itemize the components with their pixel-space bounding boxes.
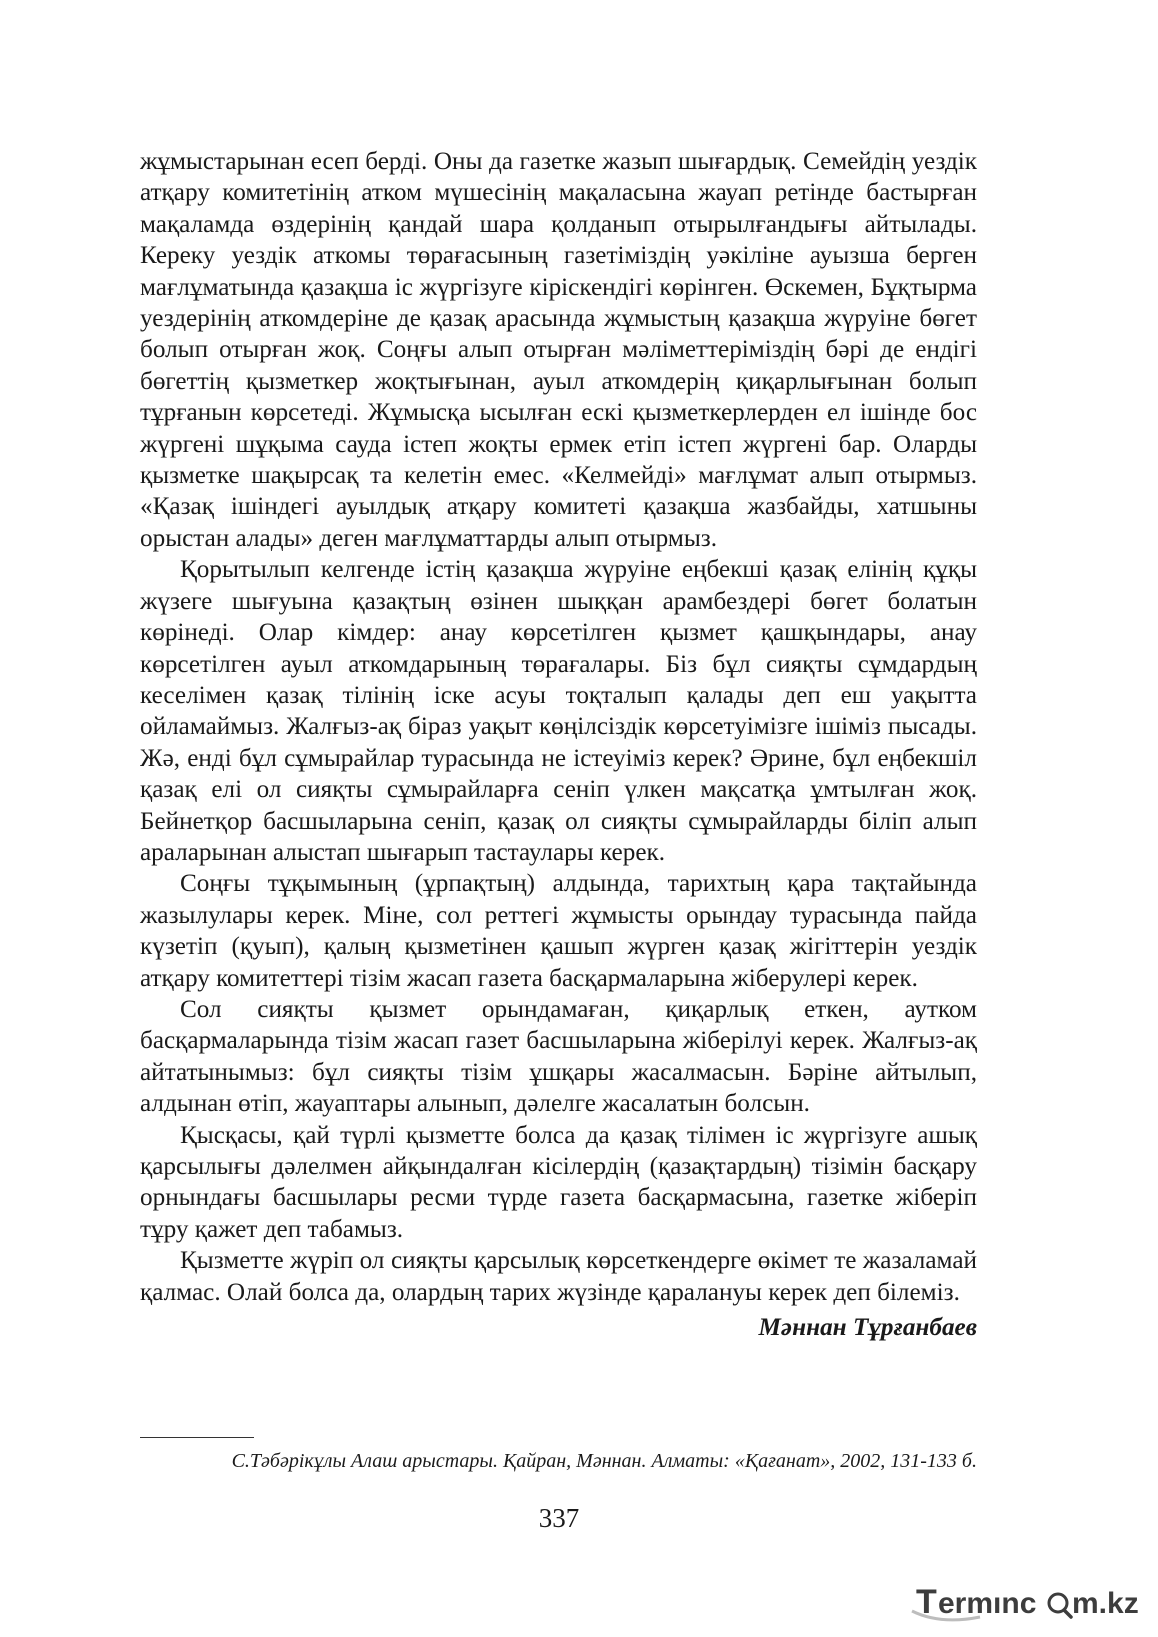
magnifier-icon bbox=[1049, 1594, 1071, 1617]
logo-text-mid: ermınc bbox=[938, 1587, 1037, 1620]
watermark-logo bbox=[910, 1581, 1142, 1625]
page-number: 337 bbox=[538, 1503, 580, 1533]
paragraph: Соңғы тұқымының (ұрпақтың) алдында, тарихтың қара тақтайында жазылулары керек. Міне, сол реттегі жұмысты орындау турасында пайда күзетіп (қуып), қалың қызметінен қашып жүрген қазақ жігіттерін уездік атқару комитеттері тізім жасап газета басқармаларына жіберулері керек. bbox=[140, 870, 977, 992]
logo-text-domain: m.kz bbox=[1072, 1587, 1139, 1620]
paragraph: Қызметте жүріп ол сияқты қарсылық көрсеткендерге өкімет те жазаламай қалмас. Олай болса да, олардың тарих жүзінде қаралануы керек деп білеміз. bbox=[140, 1247, 977, 1306]
page-body bbox=[140, 146, 977, 1343]
logo-letter-t: T bbox=[916, 1583, 937, 1621]
author-signature: Мәннан Тұрғанбаев bbox=[758, 1314, 977, 1342]
paragraph: Қысқасы, қай түрлі қызметте болса да қазақ тілімен іс жүргізуге ашық қарсылығы дәлелмен айқындалған кісілердің (қазақтардың) тізімін басқару орнындағы басшылары ресми түрде газета басқармасына, газетке жіберіп тұру қажет деп табамыз. bbox=[140, 1121, 977, 1243]
paragraph: Сол сияқты қызмет орындамаған, қиқарлық еткен, аутком басқармаларында тізім жасап газет басшыларына жіберілуі керек. Жалғыз-ақ айтатынымыз: бұл сияқты тізім ұшқары жасалмасын. Бәріне айтылып, алдынан өтіп, жауаптары алынып, дәлелге жасалатын болсын. bbox=[140, 995, 977, 1118]
footnote-divider bbox=[140, 1437, 254, 1438]
termincom-logo bbox=[910, 1581, 1142, 1625]
paragraph: Қорытылып келгенде істің қазақша жүруіне еңбекші қазақ елінің құқы жүзеге шығуына қазақтың өзінен шыққан арамбездері бөгет болатын көрінеді. Олар кімдер: анау көрсетілген қызмет қашқындары, анау көрсетілген ауыл аткомдарының төрағалары. Біз бұл сияқты сұмдардың кеселімен қазақ тілінің іске асуы тоқталып қалады деп еш уақытта ойламаймыз. Жалғыз-ақ біраз уақыт көңілсіздік көрсетуімізге ішіміз пысады. Жә, енді бұл сұмырайлар турасында не істеуіміз керек? Әрине, бұл еңбекшіл қазақ елі ол сияқты сұмырайларға сеніп үлкен мақсатқа ұмтылған жоқ. Бейнетқор басшыларына сеніп, қазақ ол сияқты сұмырайларды біліп алып араларынан алыстап шығарып тастаулары керек. bbox=[140, 556, 977, 866]
footnote: С.Тәбәрікұлы Алаш арыстары. Қайран, Мәннан. Алматы: «Қағанат», 2002, 131-133 б. bbox=[231, 1450, 977, 1472]
paragraph-continued: жұмыстарынан есеп берді. Оны да газетке жазып шығардық. Семейдің уездік атқару комитетінің атком мүшесінің мақаласына жауап ретінде бастырған мақаламда өздерінің қандай шара қолданып отырылғандығы айтылады. Кереку уездік аткомы төрағасының газетіміздің уәкіліне ауызша берген мағлұматында қазақша іс жүргізуге кірiскендігі көрінген. Өскемен, Бұқтырма уездерінің аткомдеріне де қазақ арасында жұмыстың қазақша жүруіне бөгет болып отырған жоқ. Соңғы алып отырған мәліметтеріміздің бәрі де ендігі бөгеттің қызметкер жоқтығынан, ауыл аткомдерің қиқарлығынан болып тұрғанын көрсетеді. Жұмысқа ысылған ескі қызметкерлерден ел ішінде бос жүргені шұқыма сауда істеп жоқты ермек етіп істеп жүргені бар. Оларды қызметке шақырсақ та келетін емес. «Келмейді» мағлұмат алып отырмыз. «Қазақ ішіндегі ауылдық атқару комитеті қазақша жазбайды, хатшыны орыстан алады» деген мағлұматтарды алып отырмыз. bbox=[140, 148, 977, 552]
